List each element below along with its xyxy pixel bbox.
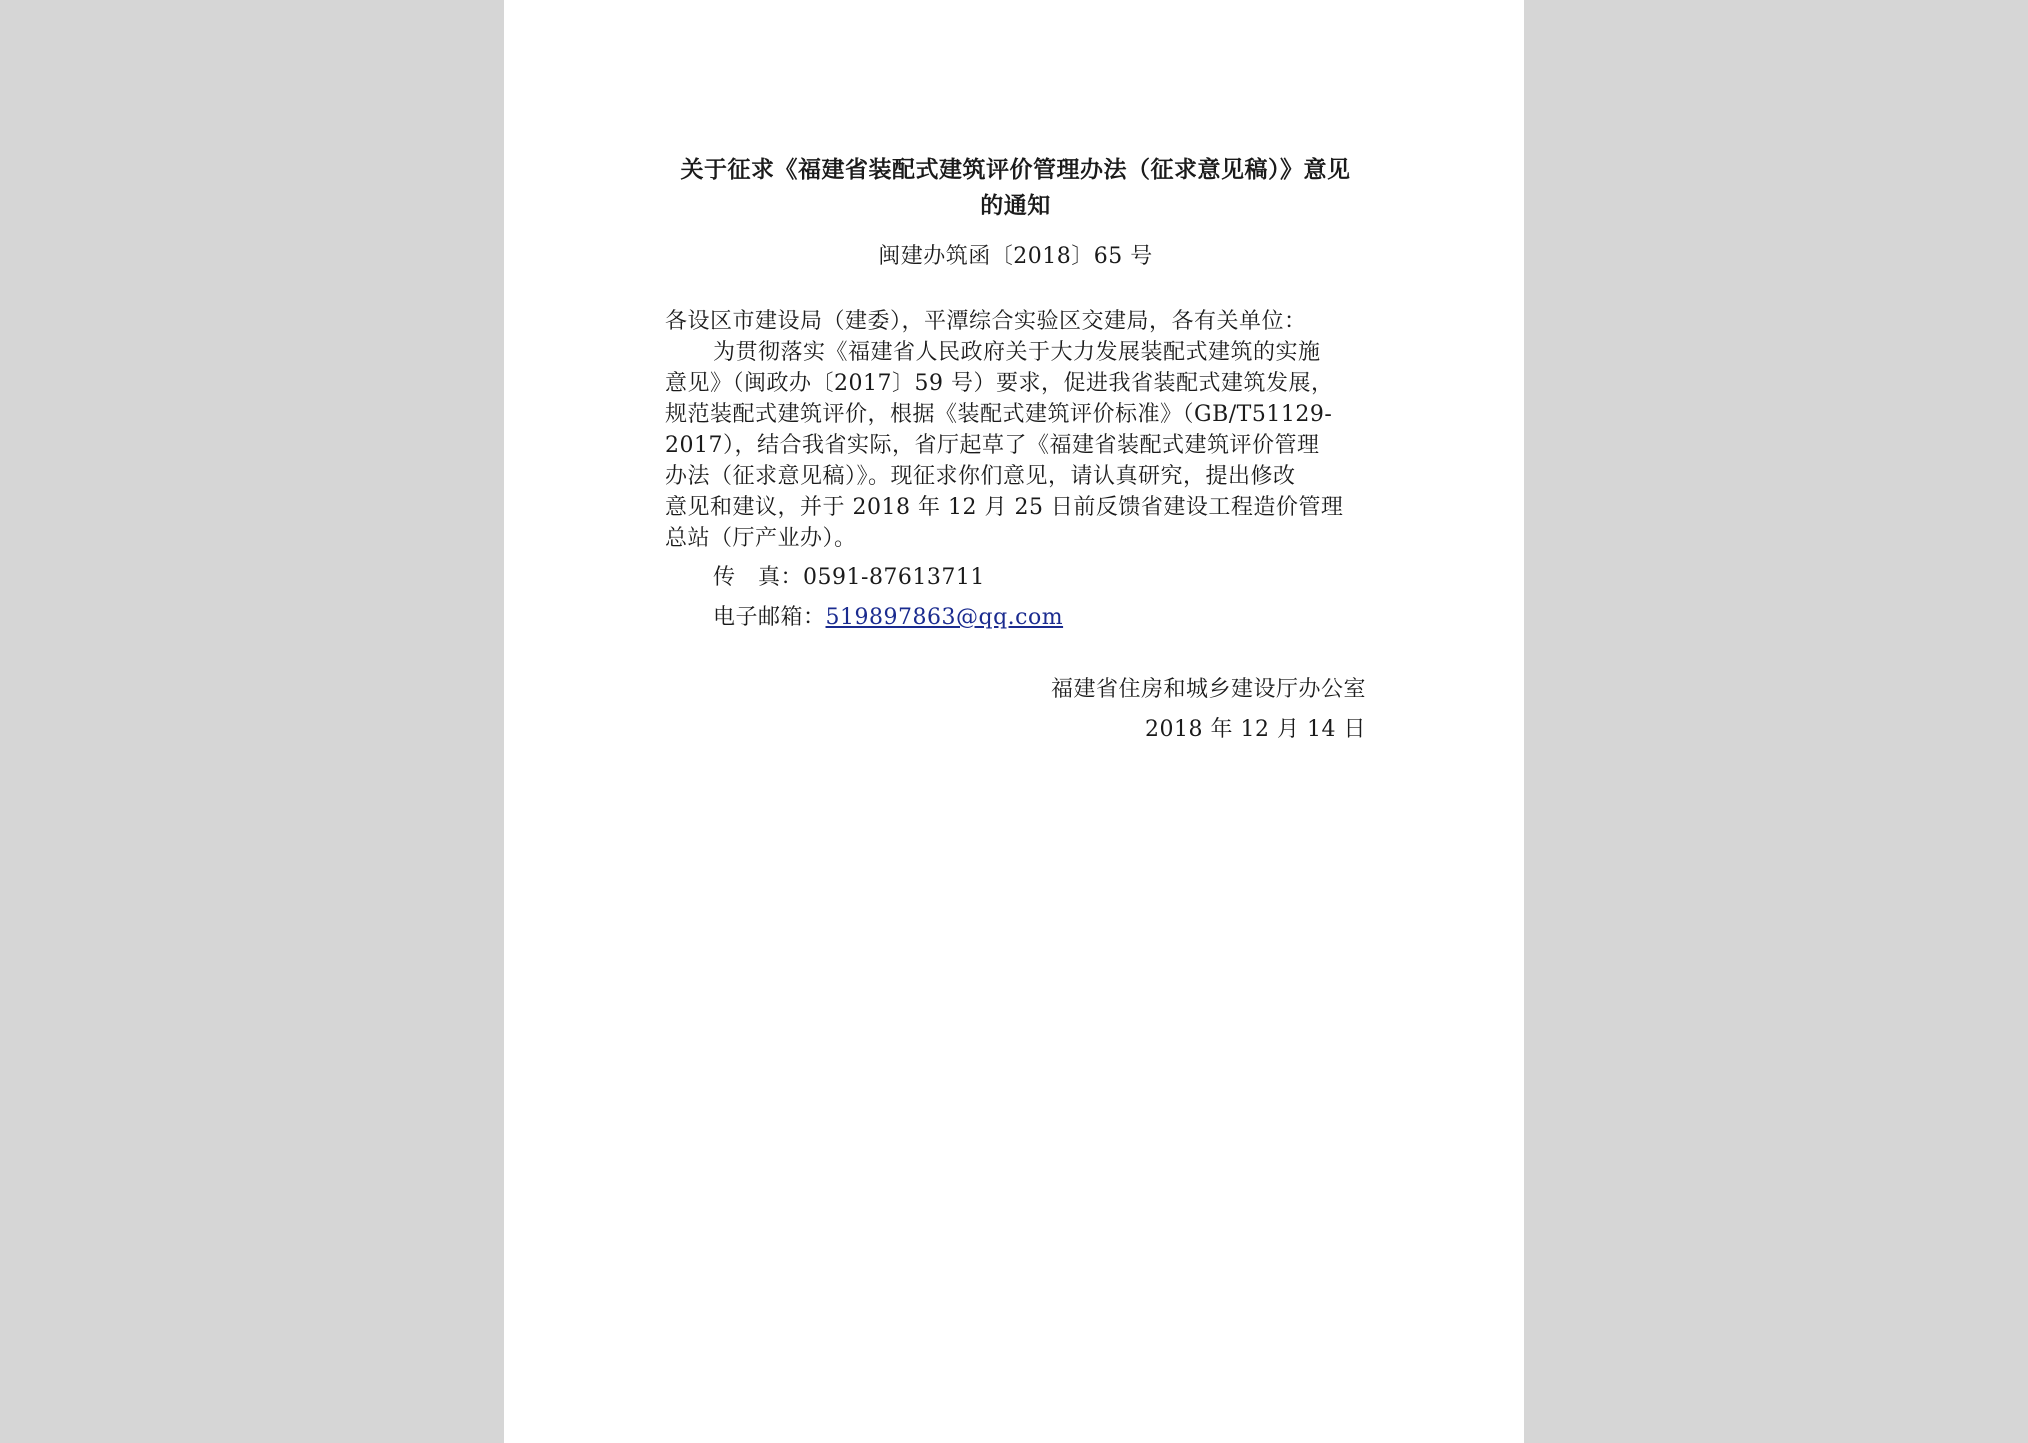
body-line: 为贯彻落实《福建省人民政府关于大力发展装配式建筑的实施 xyxy=(713,340,1321,365)
addressee: 各设区市建设局（建委），平潭综合实验区交建局，各有关单位： xyxy=(665,309,1307,334)
title-line-1: 关于征求《福建省装配式建筑评价管理办法（征求意见稿）》意见 xyxy=(680,157,1351,183)
fax-number: 0591-87613711 xyxy=(803,565,985,590)
body-line: 规范装配式建筑评价，根据《装配式建筑评价标准》（GB/T51129- xyxy=(665,402,1333,427)
signature-block xyxy=(665,674,1366,745)
body-line: 意见》（闽政办〔2017〕59 号）要求，促进我省装配式建筑发展， xyxy=(665,371,1334,396)
fax-row xyxy=(713,562,1366,593)
document-page xyxy=(504,0,1524,1443)
body-line: 意见和建议，并于 2018 年 12 月 25 日前反馈省建设工程造价管理 xyxy=(665,495,1344,520)
body-line: 办法（征求意见稿）》。现征求你们意见，请认真研究，提出修改 xyxy=(665,464,1296,489)
signature-organization: 福建省住房和城乡建设厅办公室 xyxy=(1050,677,1366,702)
email-row xyxy=(713,602,1366,633)
body-line: 2017），结合我省实际，省厅起草了《福建省装配式建筑评价管理 xyxy=(665,433,1320,458)
contact-info xyxy=(665,562,1366,633)
body-line: 总站（厅产业办）。 xyxy=(665,526,857,551)
title-line-2: 的通知 xyxy=(980,193,1051,219)
fax-label: 传 真： xyxy=(713,565,804,590)
email-link[interactable]: 519897863@qq.com xyxy=(825,605,1064,630)
email-label: 电子邮箱： xyxy=(713,605,826,630)
document-number: 闽建办筑函〔2018〕65 号 xyxy=(878,244,1153,269)
page-content xyxy=(665,152,1366,754)
document-title xyxy=(665,152,1366,224)
signature-date: 2018 年 12 月 14 日 xyxy=(1145,717,1366,742)
body-paragraph xyxy=(665,337,1366,554)
